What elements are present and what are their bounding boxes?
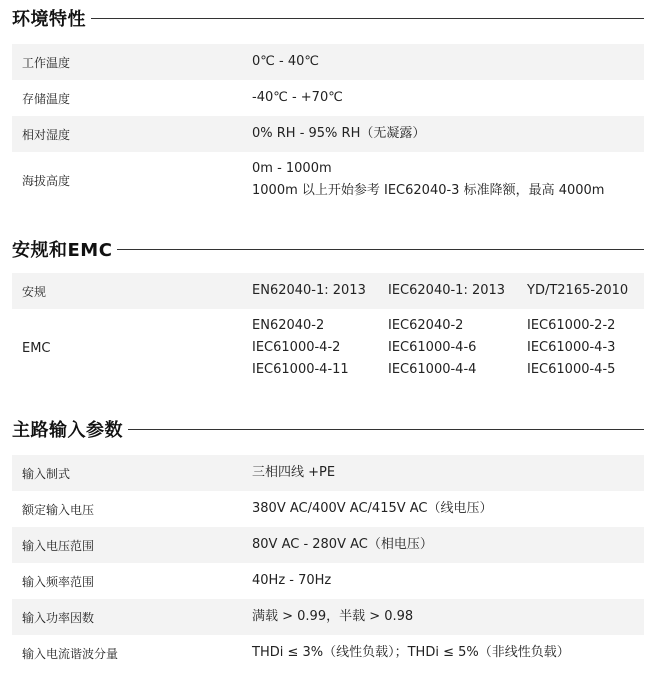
table-row <box>12 44 644 80</box>
row-label: 相对湿度 <box>22 127 71 142</box>
table-row <box>12 635 644 671</box>
row-value: IEC61000-4-6 <box>388 340 477 355</box>
row-value: 80V AC - 280V AC（相电压） <box>252 537 433 552</box>
table-row <box>12 116 644 152</box>
table-row <box>12 152 644 208</box>
table-row <box>12 527 644 563</box>
section-divider <box>117 249 644 250</box>
row-value: EN62040-2 <box>252 318 325 333</box>
safety-emc-table <box>12 273 644 387</box>
main-input-header <box>12 416 644 442</box>
row-value: 380V AC/400V AC/415V AC（线电压） <box>252 501 493 516</box>
row-value: 40Hz - 70Hz <box>252 573 332 588</box>
row-values <box>252 280 644 302</box>
table-row <box>12 491 644 527</box>
row-label: 安规 <box>22 284 47 299</box>
environment-title: 环境特性 <box>12 9 86 30</box>
row-value: IEC62040-1: 2013 <box>388 283 506 298</box>
row-values <box>252 315 644 381</box>
table-row <box>12 80 644 116</box>
section-divider <box>91 18 644 19</box>
row-value: IEC61000-2-2 <box>527 318 616 333</box>
row-label: 输入频率范围 <box>22 574 95 589</box>
row-label: 输入电流谐波分量 <box>22 646 119 661</box>
safety-emc-header <box>12 236 644 262</box>
emc-column-2 <box>388 315 527 381</box>
section-divider <box>128 429 644 430</box>
row-label: EMC <box>22 340 51 356</box>
row-label: 存储温度 <box>22 91 71 106</box>
environment-header <box>12 5 644 31</box>
environment-table <box>12 44 644 208</box>
row-value: 0℃ - 40℃ <box>252 54 319 69</box>
row-value: YD/T2165-2010 <box>527 283 629 298</box>
row-value-line: 1000m 以上开始参考 IEC62040-3 标准降额，最高 4000m <box>252 183 605 198</box>
row-label: 海拔高度 <box>22 173 71 188</box>
row-label: 输入制式 <box>22 466 71 481</box>
row-value: IEC61000-4-11 <box>252 362 349 377</box>
row-value: IEC61000-4-2 <box>252 340 341 355</box>
row-value: IEC61000-4-5 <box>527 362 616 377</box>
safety-emc-section <box>12 236 644 387</box>
row-value: 三相四线 +PE <box>252 465 336 480</box>
main-input-title: 主路输入参数 <box>12 420 123 441</box>
row-label: 工作温度 <box>22 55 71 70</box>
row-value: -40℃ - +70℃ <box>252 90 343 105</box>
safety-emc-title: 安规和EMC <box>12 240 113 261</box>
row-value-line: 0m - 1000m <box>252 161 332 176</box>
table-row <box>12 273 644 309</box>
row-value: IEC62040-2 <box>388 318 464 333</box>
row-value: 满载 > 0.99，半载 > 0.98 <box>252 609 414 624</box>
emc-column-3 <box>527 315 644 381</box>
row-value: THDi ≤ 3%（线性负载）；THDi ≤ 5%（非线性负载） <box>252 645 570 660</box>
main-input-table <box>12 455 644 671</box>
row-value: 0% RH - 95% RH（无凝露） <box>252 126 426 141</box>
table-row <box>12 563 644 599</box>
row-label: 额定输入电压 <box>22 502 95 517</box>
row-value-multiline <box>252 158 604 202</box>
row-value: EN62040-1: 2013 <box>252 283 366 298</box>
row-value: IEC61000-4-4 <box>388 362 477 377</box>
table-row <box>12 309 644 387</box>
table-row <box>12 599 644 635</box>
main-input-section <box>12 416 644 671</box>
environment-section <box>12 5 644 208</box>
table-row <box>12 455 644 491</box>
row-label: 输入电压范围 <box>22 538 95 553</box>
emc-column-1 <box>252 315 388 381</box>
row-label: 输入功率因数 <box>22 610 95 625</box>
row-value: IEC61000-4-3 <box>527 340 616 355</box>
